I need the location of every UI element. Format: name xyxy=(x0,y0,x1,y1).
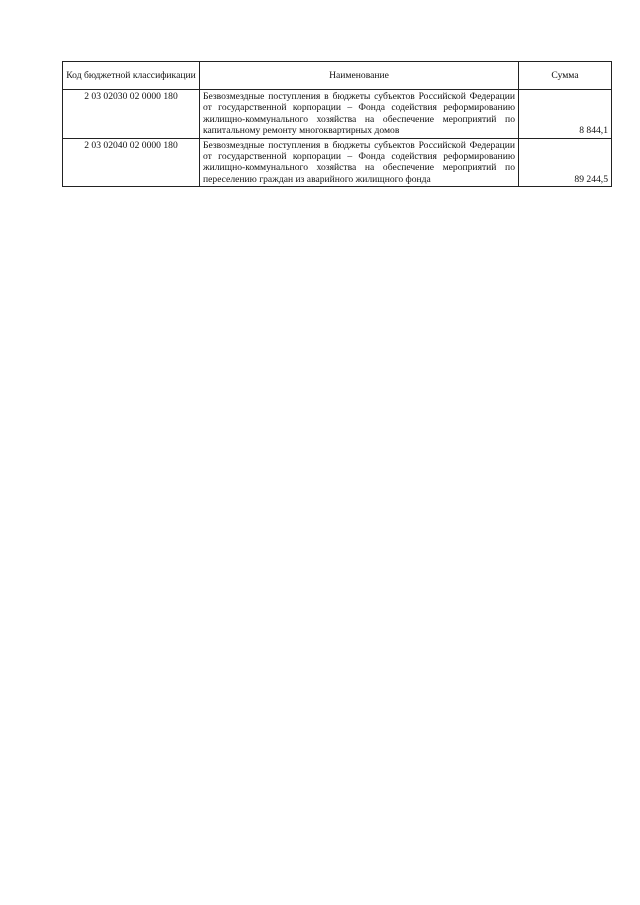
header-name: Наименование xyxy=(200,62,519,90)
table-row xyxy=(63,138,612,187)
row-code: 2 03 02030 02 0000 180 xyxy=(63,90,200,139)
header-code: Код бюджетной классификации xyxy=(63,62,200,90)
budget-revenue-table xyxy=(62,61,612,187)
row-sum: 8 844,1 xyxy=(519,90,612,139)
table-header-row xyxy=(63,62,612,90)
row-name: Безвозмездные поступления в бюджеты субъектов Российской Федерации от государственной корпорации – Фонда содействия реформированию жилищно-коммунального хозяйства на обеспечение мероприятий по капитальному ремонту многоквартирных домов xyxy=(200,90,519,139)
row-code: 2 03 02040 02 0000 180 xyxy=(63,138,200,187)
table-row xyxy=(63,90,612,139)
row-sum: 89 244,5 xyxy=(519,138,612,187)
header-sum: Сумма xyxy=(519,62,612,90)
row-name: Безвозмездные поступления в бюджеты субъектов Российской Федерации от государственной корпорации – Фонда содействия реформированию жилищно-коммунального хозяйства на обеспечение мероприятий по переселению граждан из аварийного жилищного фонда xyxy=(200,138,519,187)
